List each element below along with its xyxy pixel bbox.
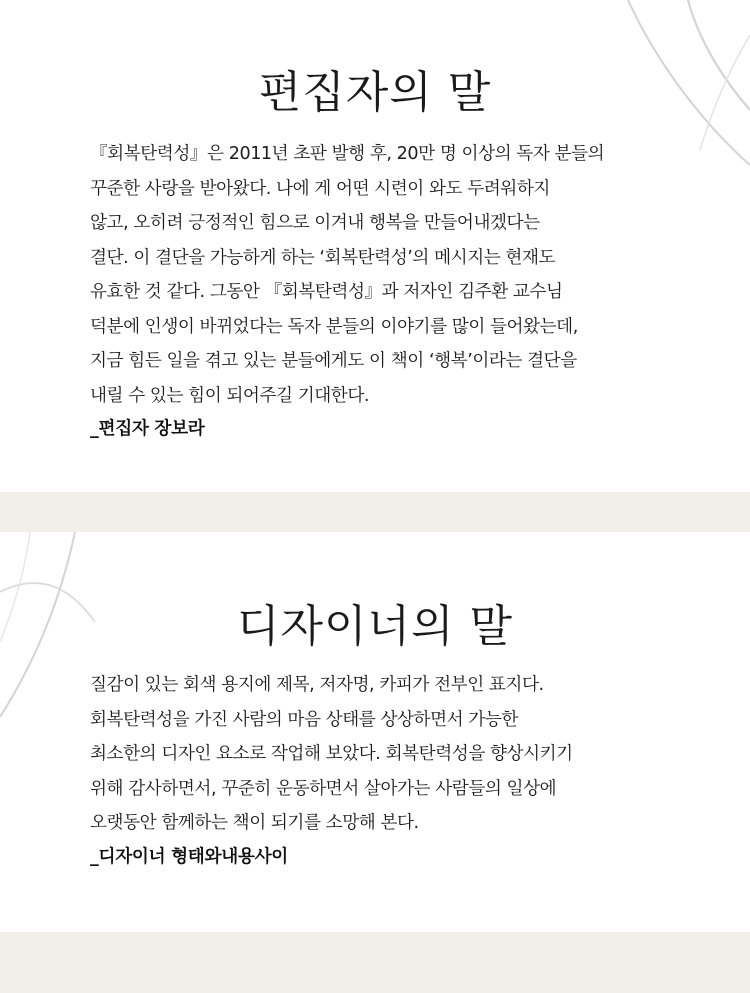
editor-note-line: 결단. 이 결단을 가능하게 하는 ‘회복탄력성’의 메시지는 현재도 bbox=[90, 247, 556, 268]
editor-signature: _편집자 장보라 bbox=[90, 419, 205, 439]
editor-note-title: 편집자의 말 bbox=[258, 67, 492, 118]
editor-note-line: 않고, 오히려 긍정적인 힘으로 이겨내 행복을 만들어내겠다는 bbox=[90, 213, 540, 233]
designer-note-line: 오랫동안 함께하는 책이 되기를 소망해 본다. bbox=[90, 813, 419, 833]
editor-note-line: 유효한 것 같다. 그동안 『회복탄력성』과 저자인 김주환 교수님 bbox=[90, 282, 563, 302]
designer-note-section bbox=[0, 532, 750, 932]
designer-note-line: 회복탄력성을 가진 사람의 마음 상태를 상상하면서 가능한 bbox=[90, 709, 518, 730]
section-divider bbox=[0, 932, 750, 993]
section-divider bbox=[0, 492, 750, 532]
editor-note-line: 내릴 수 있는 힘이 되어주길 기대한다. bbox=[90, 385, 370, 406]
designer-signature: _디자이너 형태와내용사이 bbox=[90, 846, 288, 867]
designer-note-line: 질감이 있는 회색 용지에 제목, 저자명, 카피가 전부인 표지다. bbox=[90, 675, 544, 695]
designer-note-body bbox=[90, 668, 690, 873]
editor-note-line: 『회복탄력성』은 2011년 초판 발행 후, 20만 명 이상의 독자 분들의 bbox=[90, 144, 605, 164]
editor-note-body bbox=[90, 137, 690, 445]
editor-note-section bbox=[0, 0, 750, 492]
designer-note-line: 최소한의 디자인 요소로 작업해 보았다. 회복탄력성을 향상시키기 bbox=[90, 744, 573, 764]
editor-note-line: 덕분에 인생이 바뀌었다는 독자 분들의 이야기를 많이 들어왔는데, bbox=[90, 316, 578, 337]
designer-note-line: 위해 감사하면서, 꾸준히 운동하면서 살아가는 사람들의 일상에 bbox=[90, 778, 557, 799]
editor-note-line: 꾸준한 사랑을 받아왔다. 나에 게 어떤 시련이 와도 두려워하지 bbox=[90, 178, 550, 199]
designer-note-title: 디자이너의 말 bbox=[236, 601, 513, 652]
editor-note-line: 지금 힘든 일을 겪고 있는 분들에게도 이 책이 ‘행복’이라는 결단을 bbox=[90, 351, 577, 371]
